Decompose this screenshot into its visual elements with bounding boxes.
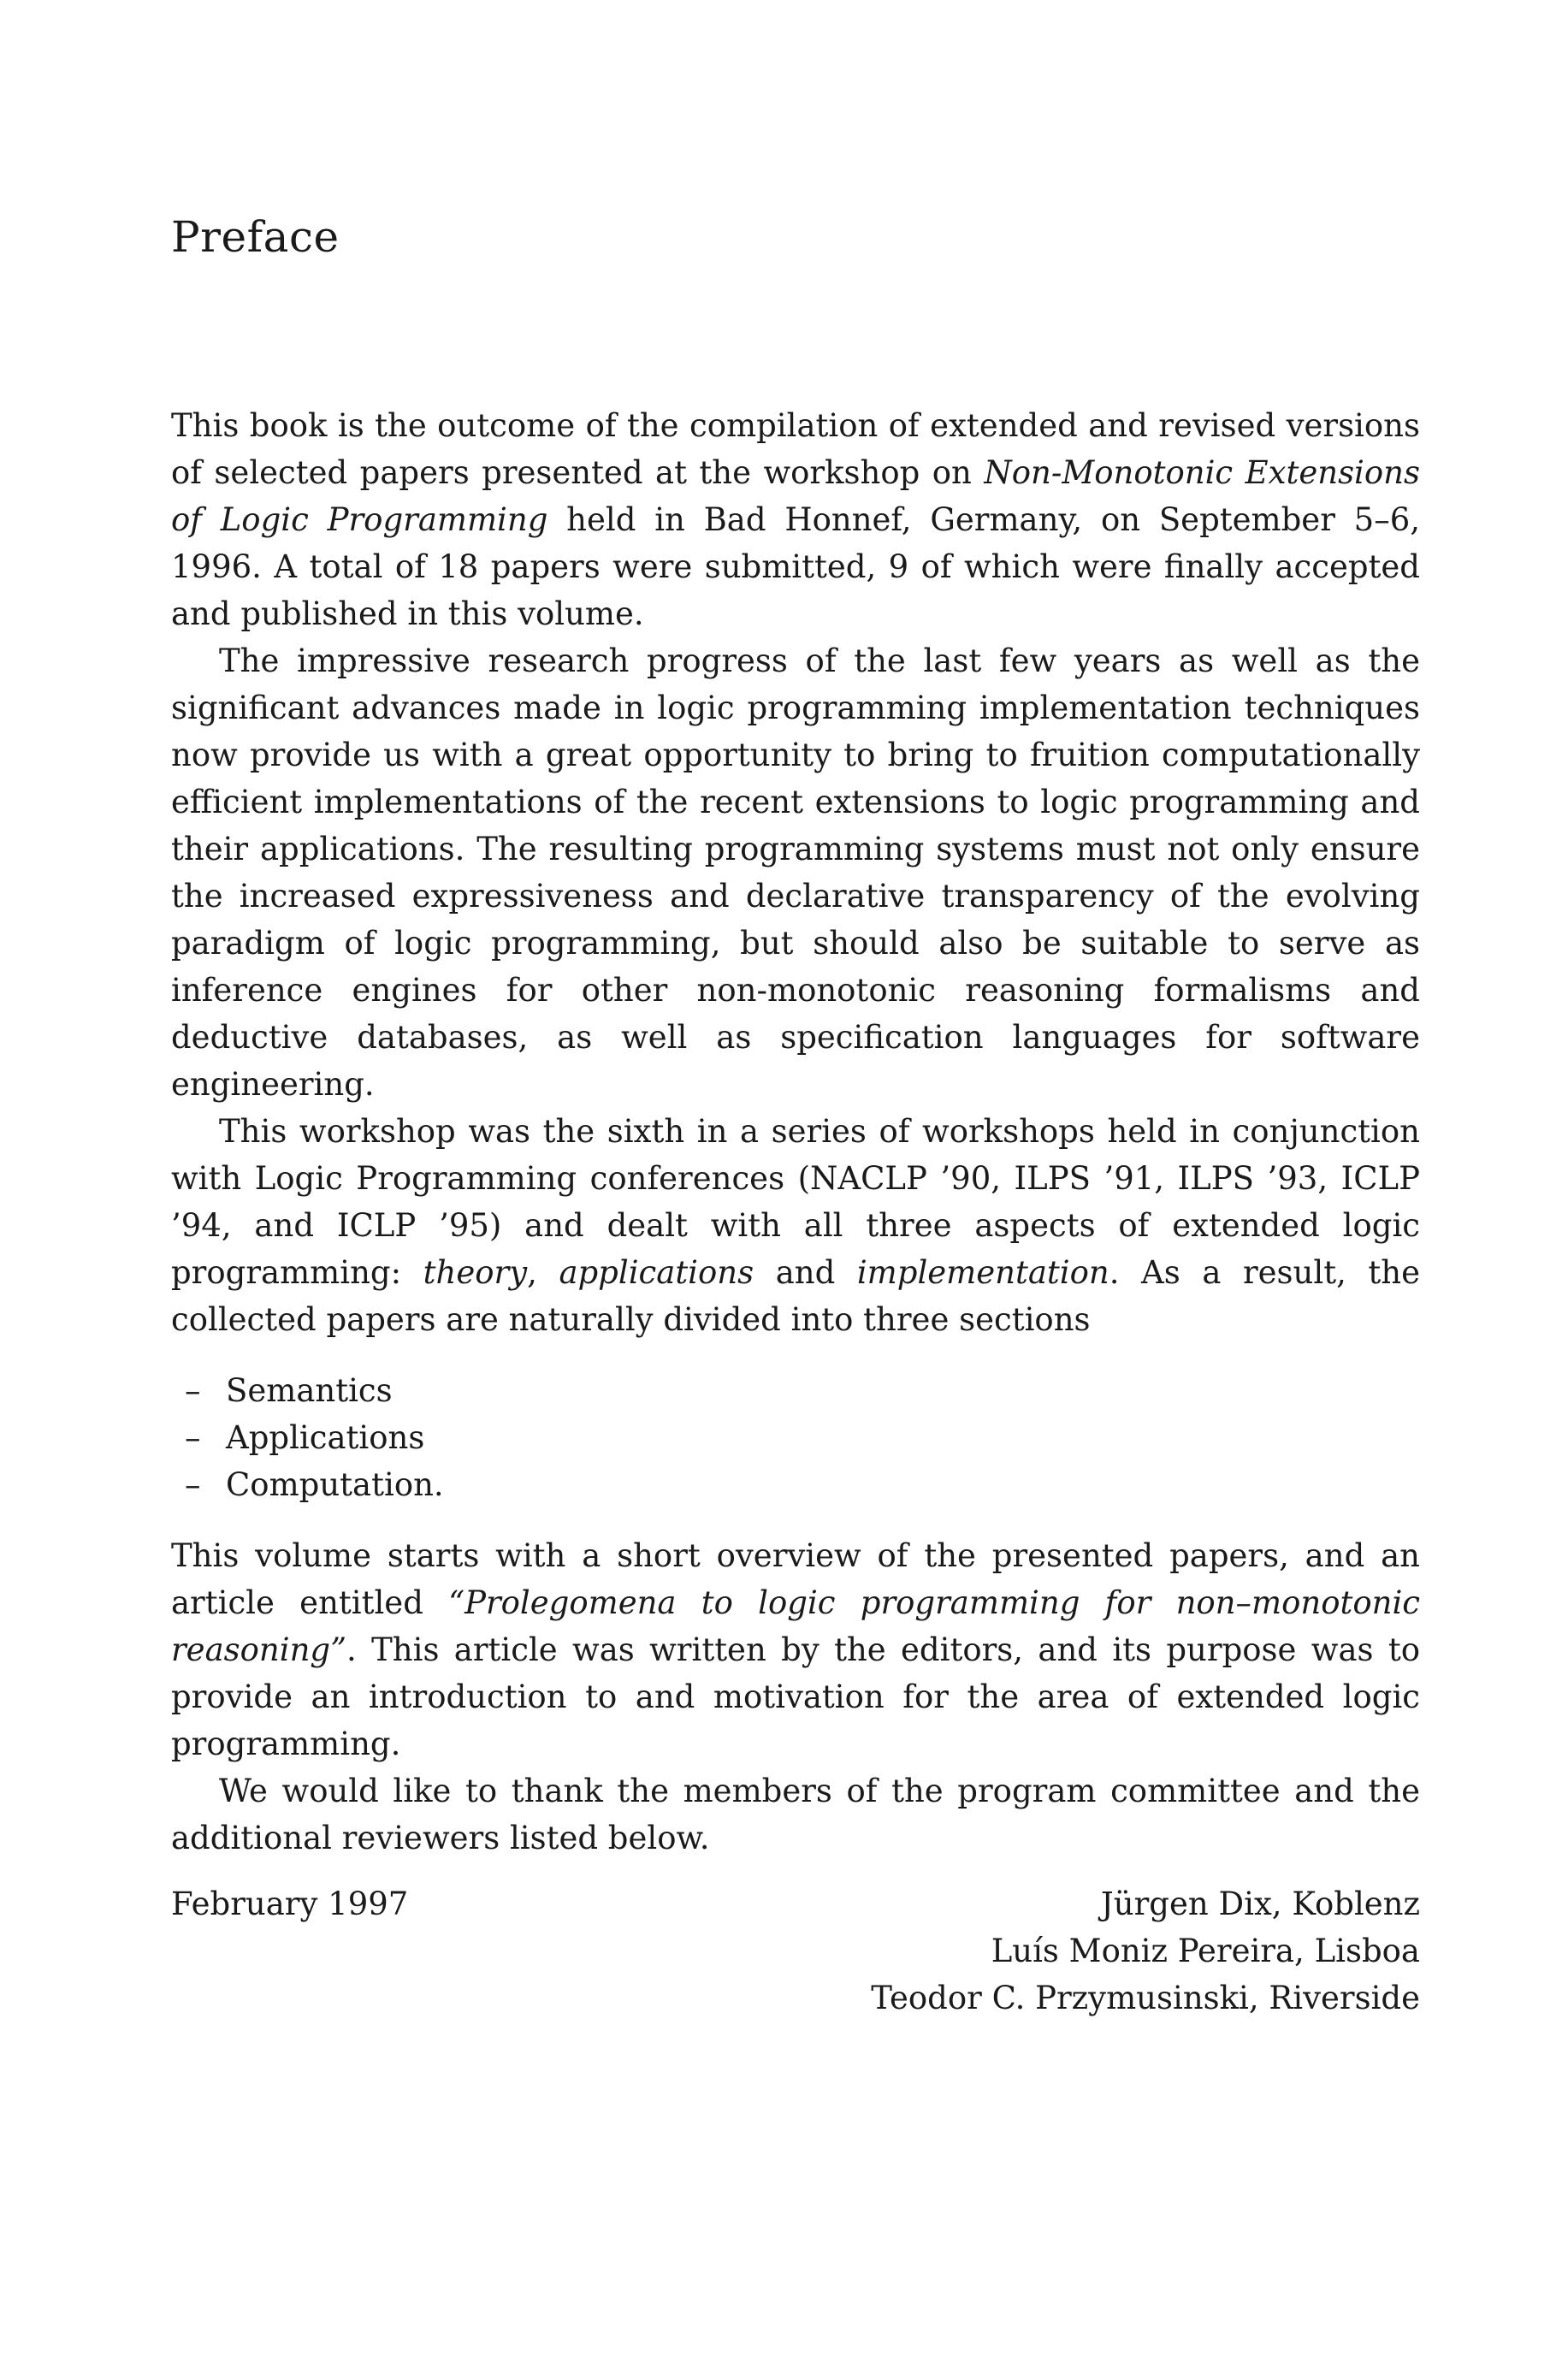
signature-date: February 1997 bbox=[171, 1886, 409, 1922]
editors-list bbox=[871, 1880, 1420, 2022]
list-item bbox=[171, 1461, 1420, 1508]
paragraph-3-text-a: This workshop was the sixth in a series of workshops held in conjunction with Logic Programming conferences (NACLP ’90, ILPS ’91, ILPS ’93, ICLP ’94, and ICLP ’95) and dealt with all three aspects of extended logic programming: bbox=[171, 1113, 1420, 1291]
preface-body bbox=[171, 402, 1420, 1862]
list-dash: – bbox=[185, 1419, 201, 1456]
paragraph-3 bbox=[171, 1108, 1420, 1343]
aspect-applications: applications bbox=[559, 1254, 754, 1291]
paragraph-3-text-b: . As a result, the collected papers are naturally divided into three sections bbox=[171, 1254, 1420, 1338]
paragraph-3-sep-1: , bbox=[527, 1254, 559, 1291]
paragraph-1-text-a: This book is the outcome of the compilation of extended and revised versions of selected papers presented at the workshop on bbox=[171, 407, 1420, 491]
paragraph-2: The impressive research progress of the last few years as well as the significant advances made in logic programming implementation techniques now provide us with a great opportunity to bring to fruition computationally efficient implementations of the recent extensions to logic programming and their applications. The resulting programming systems must not only ensure the increased expressiveness and declarative transparency of the evolving paradigm of logic programming, but should also be suitable to serve as inference engines for other non-monotonic reasoning formalisms and deductive databases, as well as specification languages for software engineering. bbox=[171, 642, 1420, 1103]
paragraph-4-text-a: This volume starts with a short overview of the presented papers, and an article entitled bbox=[171, 1537, 1420, 1621]
sections-list bbox=[171, 1367, 1420, 1508]
aspect-theory: theory bbox=[423, 1254, 528, 1291]
list-item bbox=[171, 1367, 1420, 1414]
aspect-implementation: implementation bbox=[856, 1254, 1109, 1291]
editor-name: Jürgen Dix, Koblenz bbox=[1100, 1886, 1420, 1922]
section-label: Semantics bbox=[226, 1372, 393, 1409]
paragraph-5: We would like to thank the members of the program committee and the additional reviewers listed below. bbox=[171, 1773, 1420, 1856]
paragraph-3-sep-2: and bbox=[754, 1254, 857, 1291]
article-title: “Prolegomena to logic programming for non–monotonic reasoning” bbox=[171, 1584, 1420, 1668]
section-label: Computation. bbox=[226, 1466, 444, 1503]
paragraph-1-text-b: held in Bad Honnef, Germany, on September 5–6, 1996. A total of 18 papers were submitted, 9 of which were finally accepted and published in this volume. bbox=[171, 501, 1420, 632]
editor-name: Teodor C. Przymusinski, Riverside bbox=[871, 1980, 1420, 2016]
editor-name: Luís Moniz Pereira, Lisboa bbox=[991, 1933, 1420, 1969]
list-dash: – bbox=[185, 1372, 201, 1409]
list-item bbox=[171, 1414, 1420, 1461]
list-dash: – bbox=[185, 1466, 201, 1503]
paragraph-1 bbox=[171, 402, 1420, 637]
paragraph-4-text-b: . This article was written by the editors, and its purpose was to provide an introduction to and motivation for the area of extended logic programming. bbox=[171, 1631, 1420, 1762]
page-title: Preface bbox=[171, 212, 340, 262]
workshop-name: Non-Monotonic Extensions of Logic Programming bbox=[171, 454, 1420, 538]
paragraph-4 bbox=[171, 1532, 1420, 1767]
section-label: Applications bbox=[226, 1419, 425, 1456]
